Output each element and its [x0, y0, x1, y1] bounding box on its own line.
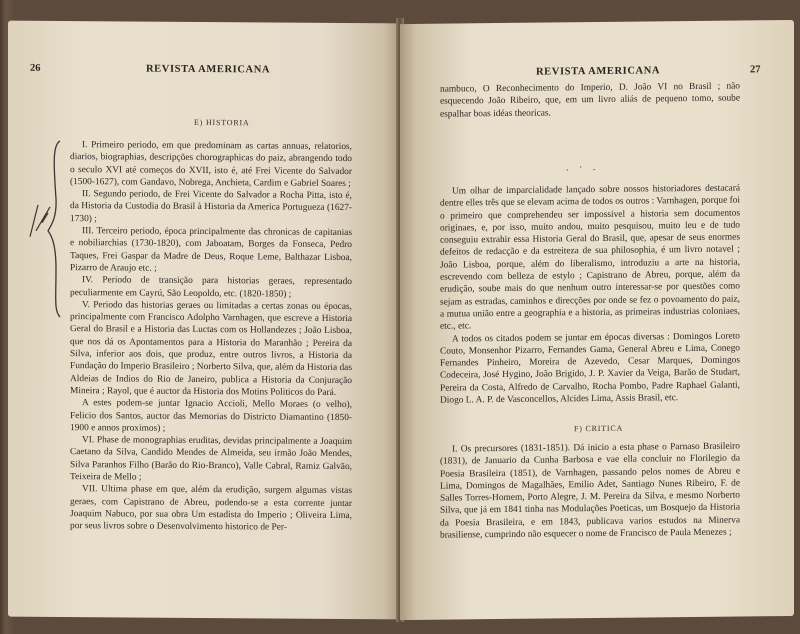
section-heading-historia: E) HISTORIA	[194, 117, 250, 128]
continuation-paragraph: nambuco, O Reconhecimento do Imperio, D. João VI no Brasil ; não esquecendo João Ribeiro, que, em um livro aliás de pequeno tomo, soube espalhar boas idéas theoricas.	[440, 81, 740, 120]
running-head-right: REVISTA AMERICANA	[536, 65, 661, 78]
historia-paragraph-6: A estes podem-se juntar Ignacio Accioli, Mello Moraes (o velho), Felicio dos Santos, auctor das Memorias do Districto Diamantino (1850-1900 e annos proximos) ;	[70, 398, 352, 434]
pencil-check-mark-icon	[26, 201, 56, 241]
critica-paragraph-1: I. Os precursores (1831-1851). Dá inicio a esta phase o Parnaso Brasileiro (1831), de Januario da Cunha Barbosa e vae ella concluir no Florilegio da Poesia Brasileira (1851), de Varnhagen, passando pelos nomes de Abreu e Lima, Domingos de Magalhães, Emilio Adet, Santiago Nunes Ribeiro, F. de Salles Torres-Homem, Porto Alegre, J. M. Pereira da Silva, e mesmo Norberto Silva, que já em 1841 tinha nas Modulações Poeticas, um Bosquejo da Historia da Poesia Brasileira, e em 1843, publicava varios estudos na Minerva brasiliense, cumprindo não esquecer o nome de Francisco de Paula Menezes ;	[440, 441, 740, 541]
historia-paragraph-3: III. Terceiro periodo, época principalmente das chronicas de capitanias e nobiliarchias (1730-1820), com Jaboatam, Borges da Fonseca, Pedro Taques, Frei Gaspar da Madre de Deus, Roque Leme, Balthazar Lisboa, Pizarro de Araujo etc. ;	[70, 226, 352, 274]
historia-paragraph-8: VII. Ultima phase em que, além da erudição, surgem algumas vistas geraes, com Capistrano de Abreu, podendo-se a esta corrente juntar Joaquim Nabuco, por sua obra Um estadista do Imperio ; Oliveira Lima, por seus livros sobre o Desenvolvimento historico de Per-	[70, 484, 352, 533]
continuation-text	[440, 81, 740, 121]
left-page	[8, 21, 400, 620]
critica-text-block	[440, 441, 740, 543]
page-number-right: 27	[750, 64, 761, 76]
historians-paragraph-2: A todos os citados podem se juntar em épocas diversas : Domingos Loreto Couto, Monsenhor Pizarro, Fernandes Gama, General Abreu e Lima, Conego Fernandes Pinheiro, Moreira de Azevedo, Cesar Marques, Domingos Codeceira, José Hygino, João Brigido, J. P. Xavier da Veiga, Barão de Studart, Pereira da Costa, Alfredo de Carvalho, Rocha Pombo, Padre Raphael Galanti, Diogo L. A. P. de Vasconcellos, Alcides Lima, Assis Brasil, etc.	[440, 331, 740, 406]
historia-paragraph-7: VI. Phase de monographias eruditas, devidas principalmente a Joaquim Caetano da Silva, Candido Mendes de Almeida, seu irmão João Mendes, Silva Paranhos Filho (Barão do Rio-Branco), Valle Cabral, Ramiz Galvão, Teixeira de Mello ;	[70, 435, 352, 483]
historia-paragraph-4: IV. Periodo de transição para historias geraes, representado peculiarmente em Cayrú, São Leopoldo, etc. (1820-1850) ;	[70, 275, 352, 300]
running-head-left: REVISTA AMERICANA	[146, 63, 271, 76]
section-separator: . · .	[566, 161, 600, 174]
historia-paragraph-2: II. Segundo periodo, de Frei Vicente do Salvador a Rocha Pitta, isto é, da Historia da Custodia do Brasil à Historia da America Portugueza (1627-1730) ;	[70, 189, 352, 225]
historia-paragraph-5: V. Periodo das historias geraes ou limitadas a certas zonas ou épocas, principalmente com Francisco Adolpho Varnhagen, que escreve a Historia Geral do Brasil e a Historia das Luctas com os Hollandezes ; João Lisboa, que nos dá os Apontamentos para a Historia do Maranhão ; Pereira da Silva, inferior aos dois, que produz, entre outros livros, a Historia da Fundação do Imperio Brasileiro ; Norberto Silva, que, além da Historia das Aldeias de Indios do Rio de Janeiro, publica a Historia da Conjuração Mineira ; Rayol, que é auctor da Historia dos Motins Politicos do Pará.	[70, 300, 352, 398]
historia-text-block	[70, 139, 352, 534]
section-heading-critica: F) CRITICA	[574, 423, 624, 434]
page-number-left: 26	[30, 62, 41, 74]
historians-text-block	[440, 183, 740, 407]
historia-paragraph-1: I. Primeiro periodo, em que predominam as cartas annuas, relatorios, diarios, biographias, descripções chorographicas do paiz, abrangendo todo o seculo XVI até começos do XVII, isto é, até Frei Vicente do Salvador (1500-1627), com Gandavo, Nobrega, Anchieta, Cardim e Gabriel Soares ;	[70, 140, 352, 189]
right-page	[400, 20, 794, 620]
historians-paragraph-1: Um olhar de imparcialidade lançado sobre nossos historiadores destacará dentre elles três que se elevam acima de todos os outros : Varnhagen, porque foi o primeiro que comprehendeu ser impossivel a historia sem documentos originaes, e, por isso, muito andou, muito pesquisou, muito leu e de tudo conseguiu extrahir essa Historia Geral do Brasil, que, apesar de seus enormes defeitos de redacção e da estreiteza de sua philosophia, é um livro notavel ; João Lisboa, porque, além do liberalismo, introduziu a arte na historia, escrevendo com belleza de estylo ; Capistrano de Abreu, porque, além da erudição, soube mais do que nenhum outro interessar-se por questões como sejam as estradas, caminhos e direcções por onde se fez o povoamento do paiz, a mutua união entre a geographia e a historia, as primeiras industrias coloniaes, etc., etc.	[440, 183, 740, 332]
